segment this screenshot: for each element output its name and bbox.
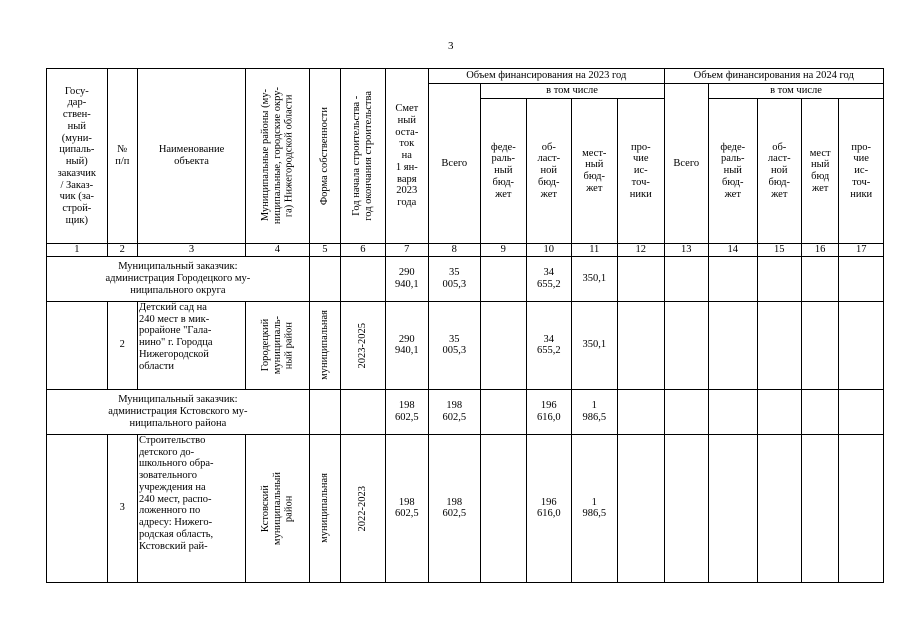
regional-2023-cell: 34 655,2 bbox=[527, 301, 571, 389]
ownership-cell: муниципальная bbox=[309, 434, 340, 582]
financing-table bbox=[46, 68, 884, 583]
header-other-2023: про- чие ис- точ- ники bbox=[618, 99, 665, 244]
header-total-2024: Всего bbox=[664, 84, 708, 244]
header-object-name: Наименование объекта bbox=[137, 69, 245, 244]
estimate-cell: 290 940,1 bbox=[385, 301, 428, 389]
regional-2023-cell: 196 616,0 bbox=[527, 389, 571, 434]
district-cell: Городецкий муниципаль- ный район bbox=[246, 301, 310, 389]
estimate-cell: 198 602,5 bbox=[385, 389, 428, 434]
header-including-2023: в том числе bbox=[480, 84, 664, 99]
column-number: 14 bbox=[709, 244, 758, 257]
estimate-cell: 198 602,5 bbox=[385, 434, 428, 582]
header-federal-2024: феде- раль- ный бюд- жет bbox=[709, 99, 758, 244]
column-number: 10 bbox=[527, 244, 571, 257]
object-number: 3 bbox=[107, 434, 137, 582]
total-2023-cell: 35 005,3 bbox=[429, 256, 481, 301]
table-row bbox=[47, 389, 884, 434]
header-local-2024: мест ный бюд жет bbox=[801, 99, 838, 244]
district-cell: Кстовский муниципальный район bbox=[246, 434, 310, 582]
local-2023-cell: 350,1 bbox=[571, 256, 617, 301]
column-number: 16 bbox=[801, 244, 838, 257]
ownership-cell: муниципальная bbox=[309, 301, 340, 389]
total-2023-cell: 198 602,5 bbox=[429, 434, 481, 582]
column-number: 3 bbox=[137, 244, 245, 257]
header-ownership: Форма собственности bbox=[309, 69, 340, 244]
column-number: 6 bbox=[341, 244, 385, 257]
header-other-2024: про- чие ис- точ- ники bbox=[839, 99, 884, 244]
years-cell: 2022-2023 bbox=[341, 434, 385, 582]
column-numbers-row bbox=[47, 244, 884, 257]
column-number: 11 bbox=[571, 244, 617, 257]
column-number: 17 bbox=[839, 244, 884, 257]
column-number: 1 bbox=[47, 244, 108, 257]
regional-2023-cell: 34 655,2 bbox=[527, 256, 571, 301]
header-local-2023: мест- ный бюд- жет bbox=[571, 99, 617, 244]
header-years: Год начала строительства - год окончания строительства bbox=[341, 69, 385, 244]
total-2023-cell: 35 005,3 bbox=[429, 301, 481, 389]
header-estimate: Смет ный оста- ток на 1 ян- варя 2023 года bbox=[385, 69, 428, 244]
header-total-2023: Всего bbox=[429, 84, 481, 244]
header-financing-2023: Объем финансирования на 2023 год bbox=[429, 69, 665, 84]
years-cell: 2023-2025 bbox=[341, 301, 385, 389]
header-number: № п/п bbox=[107, 69, 137, 244]
table-row bbox=[47, 256, 884, 301]
column-number: 15 bbox=[757, 244, 801, 257]
column-number: 7 bbox=[385, 244, 428, 257]
object-number: 2 bbox=[107, 301, 137, 389]
column-number: 12 bbox=[618, 244, 665, 257]
column-number: 9 bbox=[480, 244, 526, 257]
header-financing-2024: Объем финансирования на 2024 год bbox=[664, 69, 883, 84]
table-row bbox=[47, 301, 884, 389]
page-number: 3 bbox=[448, 40, 454, 52]
estimate-cell: 290 940,1 bbox=[385, 256, 428, 301]
object-name: Детский сад на 240 мест в мик- рорайоне "Гала- нино" г. Городца Нижегородской области bbox=[137, 301, 245, 389]
total-2023-cell: 198 602,5 bbox=[429, 389, 481, 434]
column-number: 13 bbox=[664, 244, 708, 257]
local-2023-cell: 1 986,5 bbox=[571, 389, 617, 434]
customer-cell: Муниципальный заказчик: администрация Городецкого му- ниципального округа bbox=[47, 256, 310, 301]
local-2023-cell: 350,1 bbox=[571, 301, 617, 389]
column-number: 5 bbox=[309, 244, 340, 257]
customer-cell: Муниципальный заказчик: администрация Кстовского му- ниципального района bbox=[47, 389, 310, 434]
header-regional-2024: об- ласт- ной бюд- жет bbox=[757, 99, 801, 244]
column-number: 4 bbox=[246, 244, 310, 257]
object-name: Строительство детского до- школьного обра- зовательного учреждения на 240 мест, распо- ложенного по адресу: Нижего- родская область, Кстовский рай- bbox=[137, 434, 245, 582]
column-number: 8 bbox=[429, 244, 481, 257]
regional-2023-cell: 196 616,0 bbox=[527, 434, 571, 582]
local-2023-cell: 1 986,5 bbox=[571, 434, 617, 582]
table-row bbox=[47, 434, 884, 582]
header-federal-2023: феде- раль- ный бюд- жет bbox=[480, 99, 526, 244]
header-district: Муниципальные районы (му- ниципальные, городские окру- га) Нижегородской области bbox=[246, 69, 310, 244]
column-number: 2 bbox=[107, 244, 137, 257]
header-customer: Госу- дар- ствен- ный (муни- ципаль- ный) заказчик / Заказ- чик (за- строй- щик) bbox=[47, 69, 108, 244]
header-including-2024: в том числе bbox=[709, 84, 884, 99]
header-regional-2023: об- ласт- ной бюд- жет bbox=[527, 99, 571, 244]
